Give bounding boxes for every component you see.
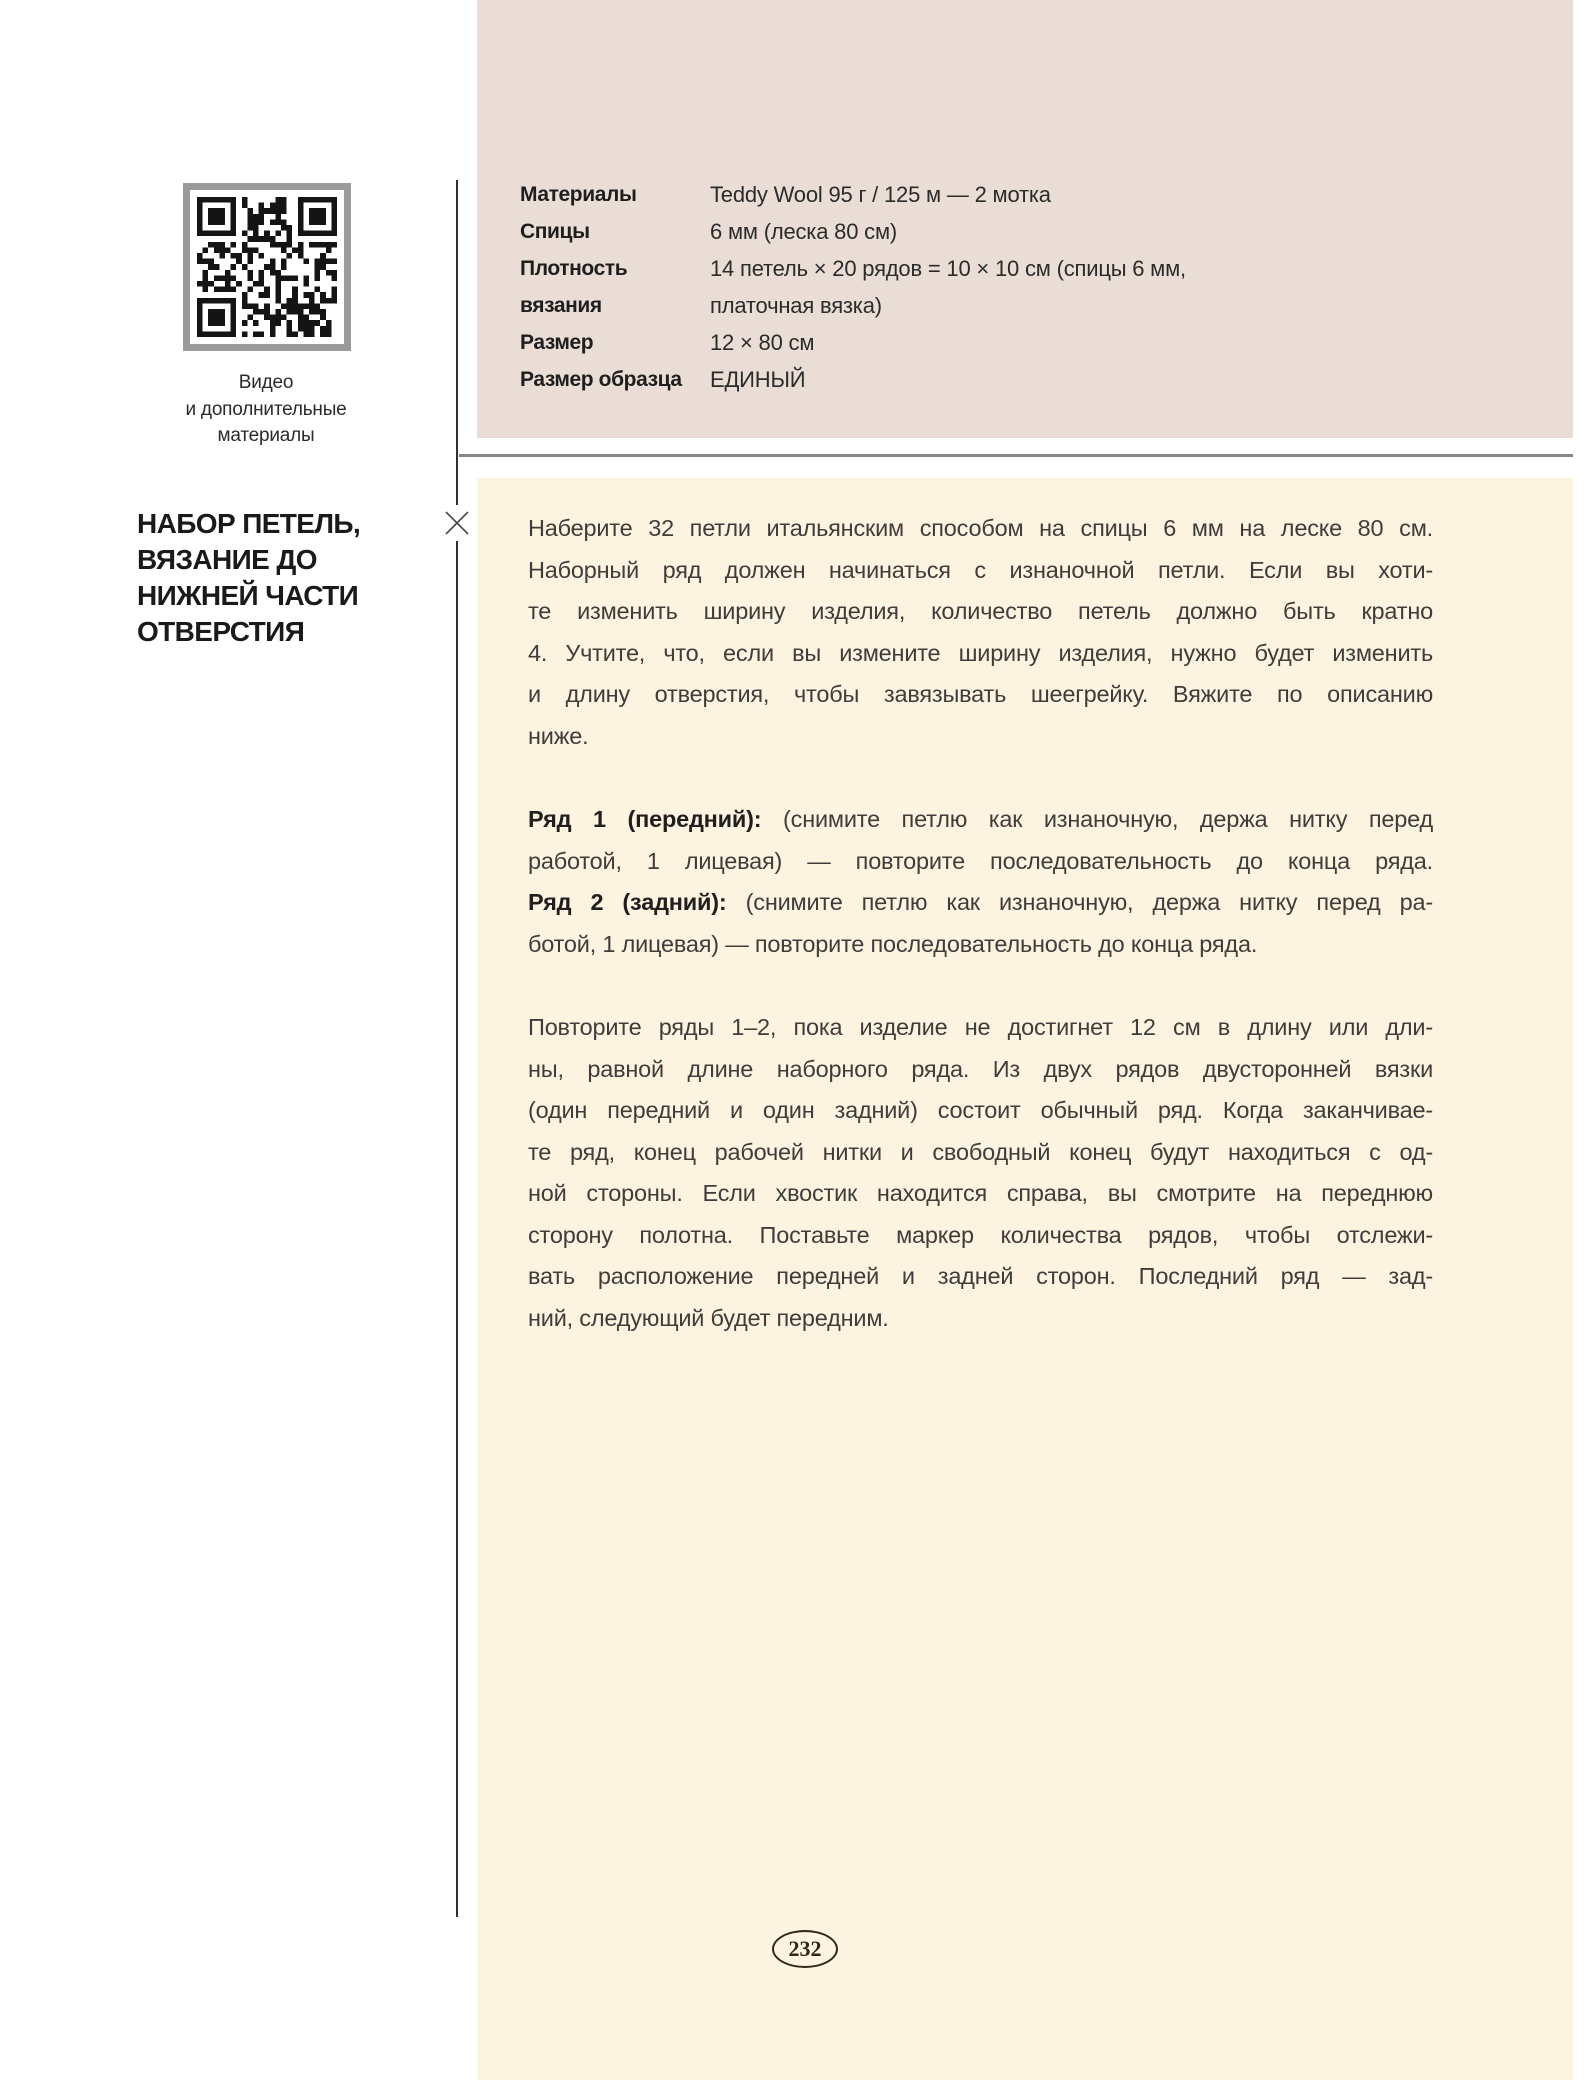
row-value: 6 мм (леска 80 см) (710, 219, 897, 244)
row-value: ЕДИНЫЙ (710, 367, 806, 392)
text-line: и длину отверстия, чтобы завязывать шеегрейку. Вяжите по описанию (528, 681, 1433, 707)
row-label: Размер (520, 331, 594, 354)
text-line: ВЯЗАНИЕ ДО (137, 544, 317, 575)
cut-mark-icon (440, 505, 474, 541)
text-line: 4. Учтите, что, если вы измените ширину изделия, нужно будет изменить (528, 639, 1433, 666)
text-line: материалы (217, 425, 315, 446)
text-line: вать расположение передней и задней сторон. Последний ряд — зад- (528, 1263, 1433, 1289)
materials-table (520, 176, 1530, 398)
row-label: Материалы (520, 183, 637, 206)
text-line: ны, равной длине наборного ряда. Из двух рядов двусторонней вязки (528, 1055, 1433, 1082)
instruction-paragraph (528, 508, 1433, 757)
table-row (520, 250, 1530, 324)
text-line: Ряд 1 (передний): (снимите петлю как изнаночную, держа нитку перед (528, 806, 1433, 832)
qr-pattern (197, 197, 337, 337)
instructions-text (528, 508, 1433, 1381)
row-label: Размер образца (520, 368, 682, 391)
row-value: 14 петель × 20 рядов = 10 × 10 см (спицы 6 мм, платочная вязка) (710, 256, 1186, 318)
row-value: Teddy Wool 95 г / 125 м — 2 мотка (710, 182, 1051, 207)
row-label: Спицы (520, 220, 590, 243)
text-line: (один передний и один задний) состоит обычный ряд. Когда заканчивае- (528, 1097, 1433, 1123)
text-line: ботой, 1 лицевая) — повторите последовательность до конца ряда. (528, 930, 1258, 957)
table-row (520, 324, 1530, 361)
table-row (520, 213, 1530, 250)
text-line: Наберите 32 петли итальянским способом на спицы 6 мм на леске 80 см. (528, 515, 1433, 541)
text-line: те изменить ширину изделия, количество петель должно быть кратно (528, 598, 1433, 624)
text-line: ний, следующий будет передним. (528, 1304, 889, 1331)
qr-code-icon (183, 183, 351, 351)
section-divider (459, 454, 1573, 457)
page-number: 232 (788, 1936, 822, 1961)
text-line: те ряд, конец рабочей нитки и свободный конец будут находиться с од- (528, 1138, 1433, 1165)
text-line: НИЖНЕЙ ЧАСТИ (137, 580, 359, 611)
table-row (520, 361, 1530, 398)
x-mark-icon (443, 509, 471, 537)
text-line: Видео (238, 372, 294, 393)
page-number-badge (772, 1930, 838, 1968)
text-line: ОТВЕРСТИЯ (137, 616, 305, 647)
section-heading (137, 506, 447, 650)
text-line: Ряд 2 (задний): (снимите петлю как изнаночную, держа нитку перед ра- (528, 889, 1434, 915)
text-line: ниже. (528, 722, 589, 749)
text-line: работой, 1 лицевая) — повторите последовательность до конца ряда. (528, 847, 1433, 874)
instruction-paragraph (528, 799, 1433, 965)
text-line: Наборный ряд должен начинаться с изнаночной петли. Если вы хоти- (528, 556, 1433, 583)
text-line: ной стороны. Если хвостик находится справа, вы смотрите на переднюю (528, 1180, 1433, 1206)
text-line: сторону полотна. Поставьте маркер количества рядов, чтобы отслежи- (528, 1221, 1433, 1248)
instruction-paragraph (528, 1007, 1433, 1339)
text-line: Повторите ряды 1–2, пока изделие не достигнет 12 см в длину или дли- (528, 1014, 1433, 1040)
text-line: и дополнительные (185, 398, 347, 420)
row-label: Плотность вязания (520, 257, 628, 317)
qr-caption (120, 370, 412, 450)
cut-line (456, 180, 458, 1917)
row-value: 12 × 80 см (710, 330, 815, 355)
text-line: НАБОР ПЕТЕЛЬ, (137, 508, 361, 539)
table-row (520, 176, 1530, 213)
